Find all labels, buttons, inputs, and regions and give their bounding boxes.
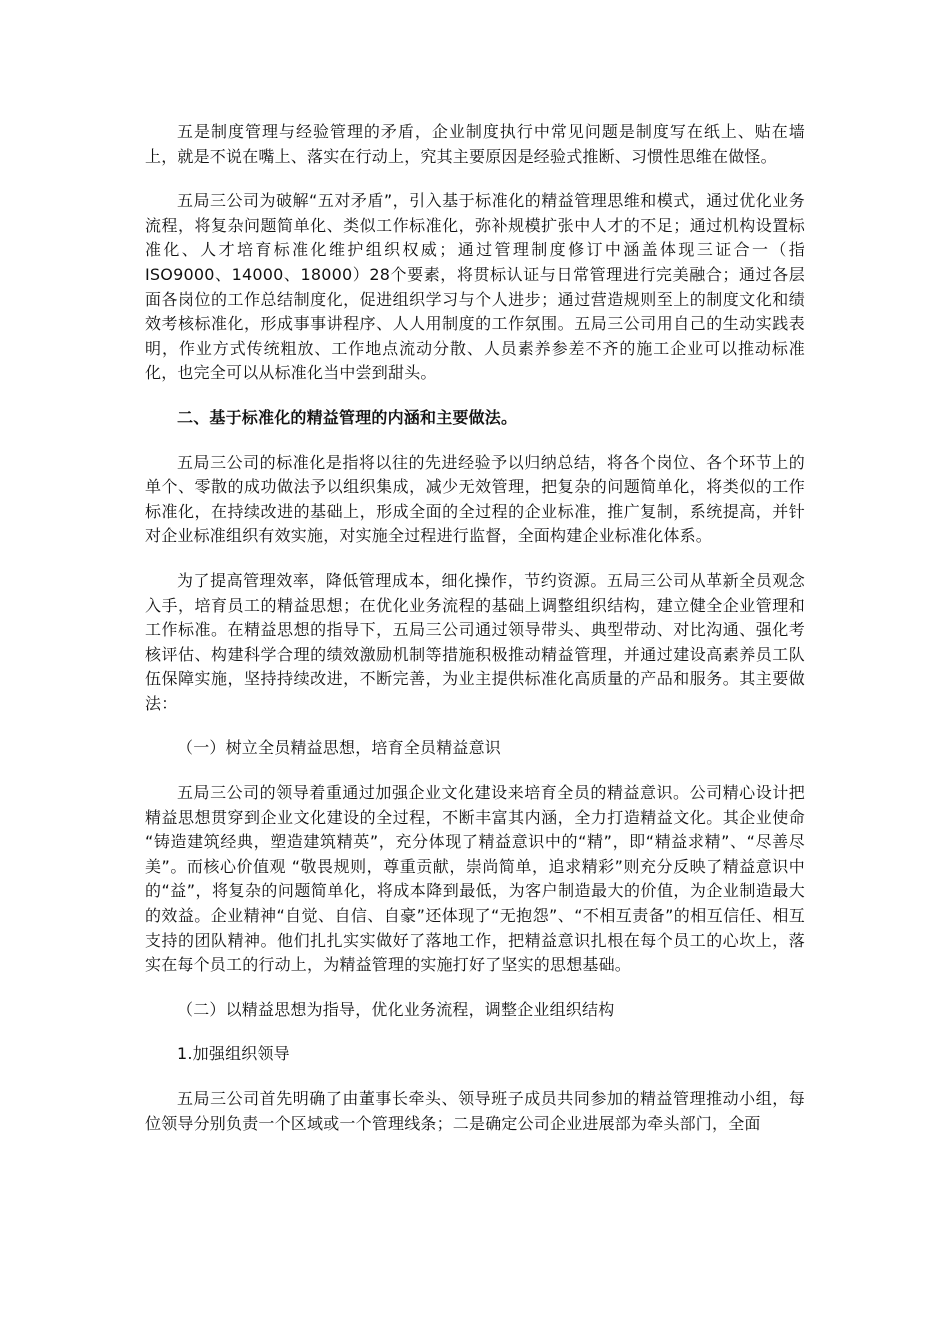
- section-heading-two: 二、基于标准化的精益管理的内涵和主要做法。: [177, 407, 518, 427]
- paragraph-five-contradictions-solution: 五局三公司为破解“五对矛盾”，引入基于标准化的精益管理思维和模式，通过优化业务流程，将复杂问题简单化、类似工作标准化，弥补规模扩张中人才的不足；通过机构设置标准化、人才培育标准化维护组织权威；通过管理制度修订中涵盖体现三证合一（指ISO9000、14000、18000）28个要素，将贯标认证与日常管理进行完美融合；通过各层面各岗位的工作总结制度化，促进组织学习与个人进步；通过营造规则至上的制度文化和绩效考核标准化，形成事事讲程序、人人用制度的工作氛围。五局三公司用自己的生动实践表明，作业方式传统粗放、工作地点流动分散、人员素养参差不齐的施工企业可以推动标准化，也完全可以从标准化当中尝到甜头。: [145, 191, 805, 383]
- subheading-one: （一）树立全员精益思想，培育全员精益意识: [177, 738, 502, 758]
- paragraph-lean-culture: 五局三公司的领导着重通过加强企业文化建设来培育全员的精益意识。公司精心设计把精益思想贯穿到企业文化建设的全过程，不断丰富其内涵，全力打造精益文化。其企业使命 “铸造建筑经典，塑造建筑精英”，充分体现了精益意识中的“精”，即“精益求精”、“尽善尽美”。而核心价值观 “敬畏规则，尊重贡献，崇尚简单，追求精彩”则充分反映了精益意识中的“益”，将复杂的问题简单化，将成本降到最低，为客户制造最大的价值，为企业制造最大的效益。企业精神“自觉、自信、自豪”还体现了“无抱怨”、“不相互责备”的相互信任、相互支持的团队精神。他们扎扎实实做好了落地工作，把精益意识扎根在每个员工的心坎上，落实在每个员工的行动上，为精益管理的实施打好了坚实的思想基础。: [145, 783, 805, 975]
- paragraph-main-practices-intro: 为了提高管理效率，降低管理成本，细化操作，节约资源。五局三公司从革新全员观念入手，培育员工的精益思想；在优化业务流程的基础上调整组织结构，建立健全企业管理和工作标准。在精益思想的指导下，五局三公司通过领导带头、典型带动、对比沟通、强化考核评估、构建科学合理的绩效激励机制等措施积极推动精益管理，并通过建设高素养员工队伍保障实施，坚持持续改进，不断完善，为业主提供标准化高质量的产品和服务。其主要做法：: [145, 570, 805, 713]
- paragraph-standardization-definition: 五局三公司的标准化是指将以往的先进经验予以归纳总结，将各个岗位、各个环节上的单个、零散的成功做法予以组织集成，减少无效管理，把复杂的问题简单化，将类似的工作标准化，在持续改进的基础上，形成全面的全过程的企业标准，推广复制，系统提高，并针对企业标准组织有效实施，对实施全过程进行监督，全面构建企业标准化体系。: [145, 452, 805, 546]
- paragraph-leadership-group: 五局三公司首先明确了由董事长牵头、领导班子成员共同参加的精益管理推动小组，每位领导分别负责一个区域或一个管理线条；二是确定公司企业进展部为牵头部门，全面: [145, 1089, 805, 1133]
- document-body: [145, 120, 805, 1156]
- subheading-organization-leadership: 1.加强组织领导: [177, 1044, 290, 1064]
- subheading-two: （二）以精益思想为指导，优化业务流程，调整企业组织结构: [177, 999, 615, 1019]
- paragraph-institutional-vs-experience: 五是制度管理与经验管理的矛盾，企业制度执行中常见问题是制度写在纸上、贴在墙上，就是不说在嘴上、落实在行动上，究其主要原因是经验式推断、习惯性思维在做怪。: [145, 122, 805, 166]
